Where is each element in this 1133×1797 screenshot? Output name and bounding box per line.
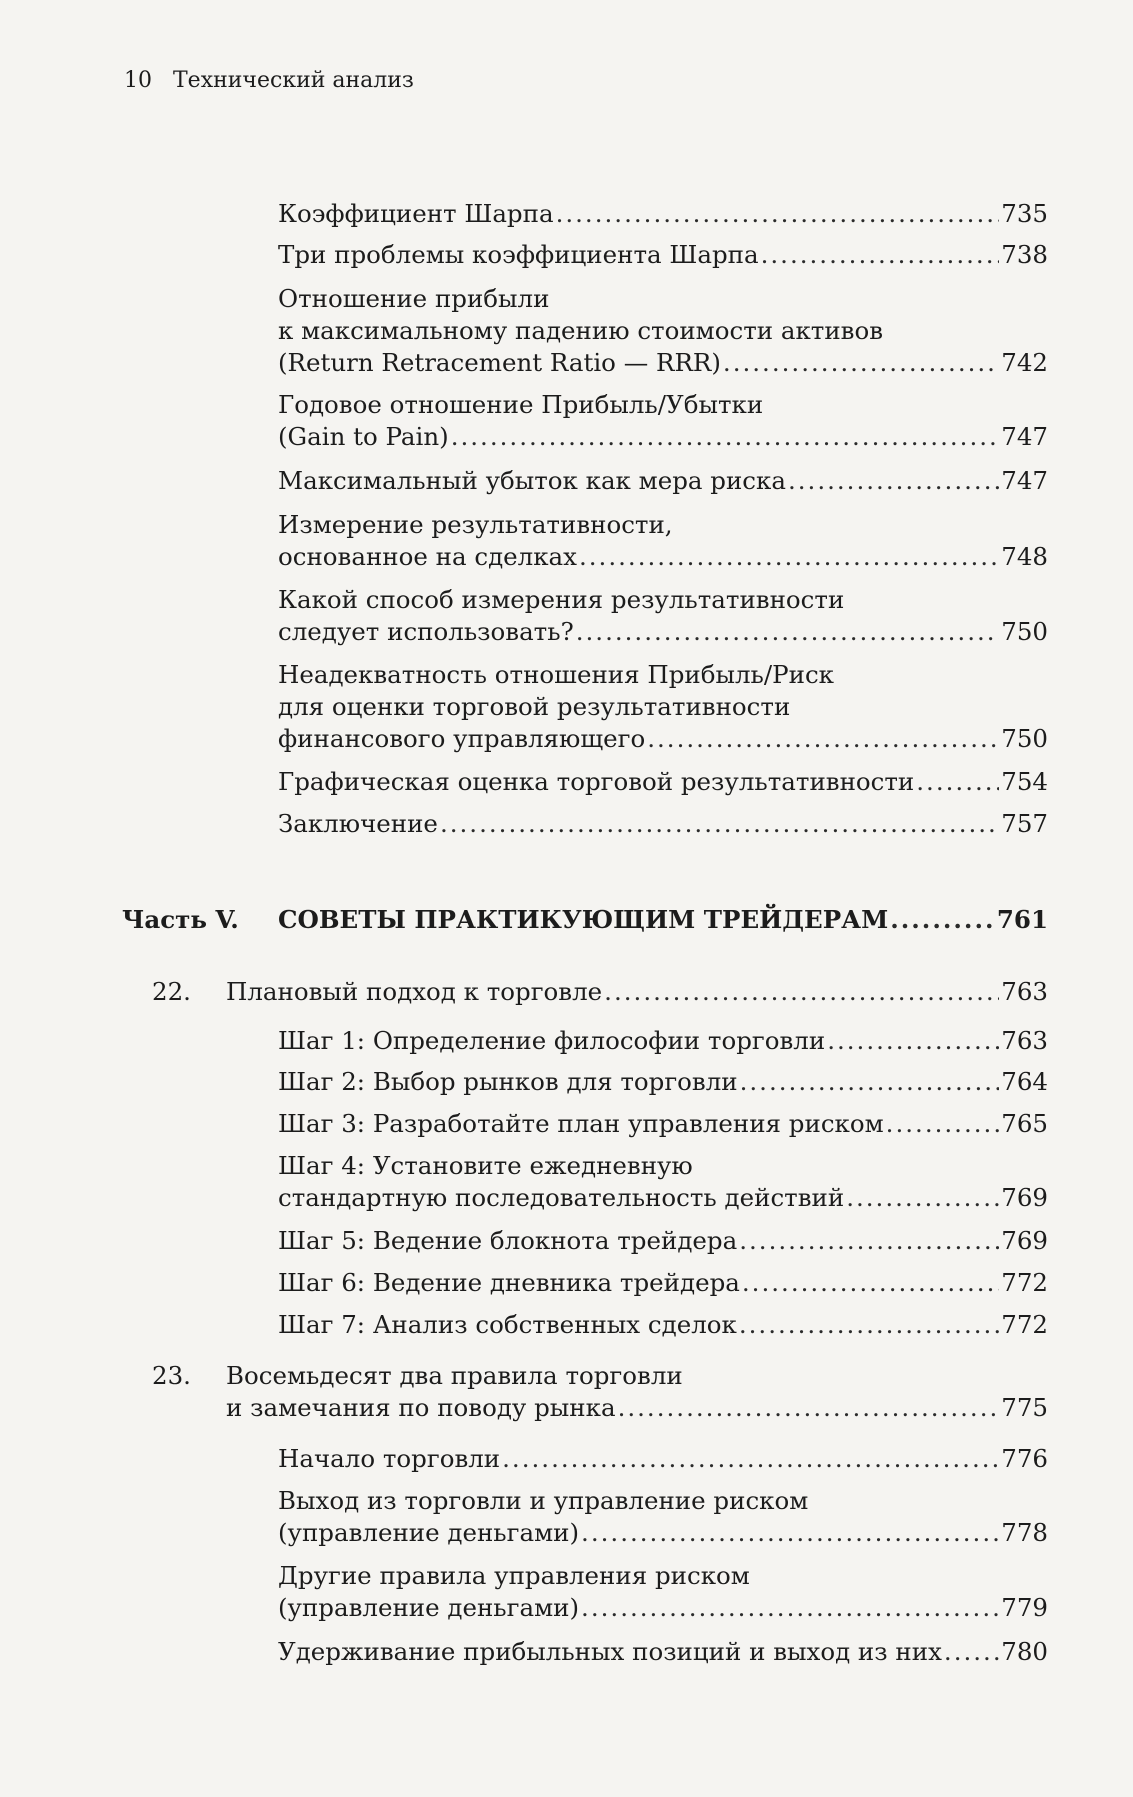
dot-leader bbox=[581, 1517, 999, 1549]
toc-entry-page: 754 bbox=[1001, 767, 1048, 796]
toc-entry bbox=[278, 766, 1048, 798]
part-title: СОВЕТЫ ПРАКТИКУЮЩИМ ТРЕЙДЕРАМ bbox=[278, 905, 889, 934]
dot-leader bbox=[579, 541, 999, 573]
toc-entry bbox=[278, 1066, 1048, 1098]
toc-entry-title: Графическая оценка торговой результативности bbox=[278, 767, 915, 796]
toc-entry bbox=[278, 239, 1048, 271]
running-title: Технический анализ bbox=[173, 68, 414, 93]
chapter-page: 763 bbox=[1001, 977, 1048, 1006]
toc-entry bbox=[278, 659, 1048, 755]
toc-entry bbox=[278, 1225, 1048, 1257]
toc-entry bbox=[278, 198, 1048, 230]
dot-leader bbox=[944, 1636, 999, 1668]
dot-leader bbox=[788, 465, 999, 497]
dot-leader bbox=[846, 1182, 999, 1214]
dot-leader bbox=[440, 808, 999, 840]
dot-leader bbox=[827, 1025, 999, 1057]
toc-entry-title: Шаг 5: Ведение блокнота трейдера bbox=[278, 1226, 738, 1255]
dot-leader bbox=[739, 1225, 999, 1257]
toc-entry-title: Коэффициент Шарпа bbox=[278, 199, 554, 228]
chapter-heading bbox=[226, 976, 1048, 1008]
toc-entry-title: Начало торговли bbox=[278, 1444, 501, 1473]
part-label: Часть V. bbox=[122, 905, 239, 934]
toc-entry bbox=[278, 1108, 1048, 1140]
toc-entry-title: Измерение результативности, bbox=[278, 510, 673, 539]
toc-entry bbox=[278, 808, 1048, 840]
dot-leader bbox=[739, 1309, 999, 1341]
chapter-number: 23. bbox=[152, 1361, 191, 1390]
dot-leader bbox=[740, 1066, 1000, 1098]
part-page: 761 bbox=[996, 905, 1048, 934]
toc-entry bbox=[278, 283, 1048, 379]
toc-entry-page: 757 bbox=[1001, 809, 1048, 838]
toc-entry-page: 748 bbox=[1001, 542, 1048, 571]
toc-entry bbox=[278, 1309, 1048, 1341]
toc-entry-title: Какой способ измерения результативности bbox=[278, 585, 845, 614]
toc-entry-title: Заключение bbox=[278, 809, 438, 838]
dot-leader bbox=[723, 347, 999, 379]
toc-entry-title: (управление деньгами) bbox=[278, 1518, 580, 1547]
dot-leader bbox=[916, 766, 999, 798]
toc-entry-title: Удерживание прибыльных позиций и выход из них bbox=[278, 1637, 942, 1666]
toc-entry-page: 772 bbox=[1001, 1310, 1048, 1339]
toc-entry-page: 735 bbox=[1001, 199, 1048, 228]
toc-entry-page: 747 bbox=[1001, 466, 1048, 495]
dot-leader bbox=[502, 1443, 999, 1475]
page-number: 10 bbox=[124, 68, 152, 93]
dot-leader bbox=[556, 198, 1000, 230]
toc-entry-title: Шаг 7: Анализ собственных сделок bbox=[278, 1310, 737, 1339]
toc-entry-title: финансового управляющего bbox=[278, 724, 646, 753]
toc-entry bbox=[278, 1560, 1048, 1624]
toc-entry bbox=[278, 1485, 1048, 1549]
toc-entry-page: 764 bbox=[1001, 1067, 1048, 1096]
toc-entry bbox=[278, 389, 1048, 453]
dot-leader bbox=[581, 1592, 999, 1624]
toc-entry-title: следует использовать? bbox=[278, 617, 574, 646]
toc-entry-title: Неадекватность отношения Прибыль/Риск bbox=[278, 660, 834, 689]
toc-entry-page: 772 bbox=[1001, 1268, 1048, 1297]
chapter-heading bbox=[226, 1360, 1048, 1424]
part-heading bbox=[278, 904, 1048, 936]
toc-entry-title: Другие правила управления риском bbox=[278, 1561, 750, 1590]
dot-leader bbox=[647, 723, 999, 755]
toc-entry bbox=[278, 465, 1048, 497]
toc-entry-page: 763 bbox=[1001, 1026, 1048, 1055]
chapter-number: 22. bbox=[152, 977, 191, 1006]
toc-entry bbox=[278, 1267, 1048, 1299]
dot-leader bbox=[618, 1392, 1000, 1424]
chapter-title: и замечания по поводу рынка bbox=[226, 1393, 616, 1422]
toc-entry-title: Отношение прибыли bbox=[278, 284, 550, 313]
toc-entry bbox=[278, 509, 1048, 573]
toc-entry-title: стандартную последовательность действий bbox=[278, 1183, 845, 1212]
toc-entry bbox=[278, 1025, 1048, 1057]
toc-entry-title: основанное на сделках bbox=[278, 542, 577, 571]
toc-entry-page: 750 bbox=[1001, 724, 1048, 753]
toc-entry-title: Шаг 6: Ведение дневника трейдера bbox=[278, 1268, 740, 1297]
toc-entry-page: 750 bbox=[1001, 617, 1048, 646]
toc-entry-title: Шаг 1: Определение философии торговли bbox=[278, 1026, 826, 1055]
dot-leader bbox=[451, 421, 1000, 453]
running-header bbox=[124, 68, 414, 93]
toc-entry-page: 765 bbox=[1001, 1109, 1048, 1138]
dot-leader bbox=[886, 1108, 1000, 1140]
toc-entry-page: 778 bbox=[1001, 1518, 1048, 1547]
toc-entry-title: к максимальному падению стоимости активов bbox=[278, 316, 884, 345]
toc-entry bbox=[278, 1150, 1048, 1214]
toc-entry-page: 747 bbox=[1001, 422, 1048, 451]
chapter-title: Восемьдесят два правила торговли bbox=[226, 1361, 683, 1390]
toc-entry-page: 769 bbox=[1001, 1183, 1048, 1212]
toc-entry-page: 769 bbox=[1001, 1226, 1048, 1255]
toc-entry bbox=[278, 1443, 1048, 1475]
chapter-title: Плановый подход к торговле bbox=[226, 977, 603, 1006]
toc-entry-title: (Gain to Pain) bbox=[278, 422, 449, 451]
toc-entry-page: 776 bbox=[1001, 1444, 1048, 1473]
toc-entry-page: 738 bbox=[1001, 240, 1048, 269]
toc-entry-title: Выход из торговли и управление риском bbox=[278, 1486, 809, 1515]
toc-entry-page: 780 bbox=[1001, 1637, 1048, 1666]
toc-entry-page: 779 bbox=[1001, 1593, 1048, 1622]
dot-leader bbox=[890, 904, 995, 936]
toc-entry-title: Годовое отношение Прибыль/Убытки bbox=[278, 390, 764, 419]
dot-leader bbox=[761, 239, 1000, 271]
toc-entry-title: Шаг 4: Установите ежедневную bbox=[278, 1151, 693, 1180]
toc-entry-title: Шаг 3: Разработайте план управления риском bbox=[278, 1109, 884, 1138]
toc-entry-title: (управление деньгами) bbox=[278, 1593, 580, 1622]
dot-leader bbox=[742, 1267, 999, 1299]
toc-entry-page: 742 bbox=[1001, 348, 1048, 377]
toc-entry bbox=[278, 1636, 1048, 1668]
toc-entry-title: для оценки торговой результативности bbox=[278, 692, 791, 721]
dot-leader bbox=[576, 616, 1000, 648]
toc-entry-title: Максимальный убыток как мера риска bbox=[278, 466, 786, 495]
chapter-page: 775 bbox=[1001, 1393, 1048, 1422]
toc-entry-title: Три проблемы коэффициента Шарпа bbox=[278, 240, 759, 269]
dot-leader bbox=[604, 976, 999, 1008]
toc-entry-title: (Return Retracement Ratio — RRR) bbox=[278, 348, 721, 377]
toc-entry-title: Шаг 2: Выбор рынков для торговли bbox=[278, 1067, 738, 1096]
toc-entry bbox=[278, 584, 1048, 648]
